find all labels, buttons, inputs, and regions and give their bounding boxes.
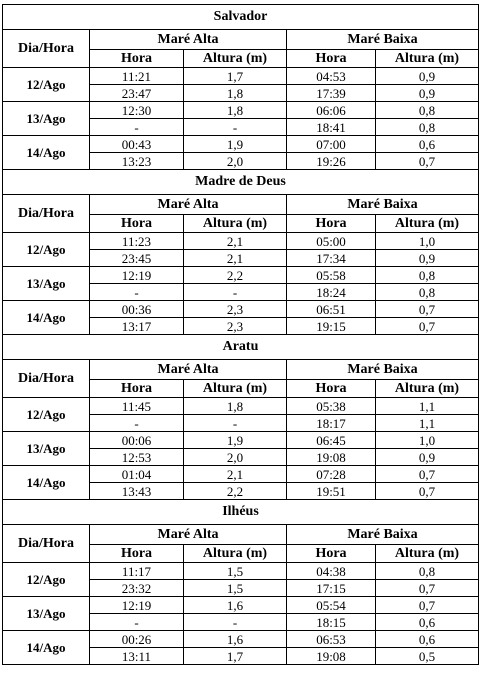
low-tide-height: 0,7 <box>376 318 479 335</box>
low-tide-time: 04:38 <box>287 563 376 580</box>
table-row <box>3 563 479 580</box>
high-tide-time: 23:45 <box>90 250 184 267</box>
low-tide-height: 1,0 <box>376 432 479 449</box>
low-tide-height: 0,7 <box>376 301 479 318</box>
low-tide-height: 0,7 <box>376 580 479 597</box>
low-tide-height: 0,7 <box>376 597 479 614</box>
low-tide-time: 05:38 <box>287 398 376 415</box>
low-tide-height: 0,7 <box>376 153 479 170</box>
group-header-row <box>3 525 479 545</box>
day-label: 14/Ago <box>3 136 90 170</box>
high-tide-height: 2,0 <box>184 449 287 466</box>
high-tide-height: 1,6 <box>184 631 287 648</box>
day-label: 14/Ago <box>3 631 90 665</box>
high-tide-time: 13:17 <box>90 318 184 335</box>
high-tide-time: 00:06 <box>90 432 184 449</box>
day-label: 13/Ago <box>3 267 90 301</box>
high-tide-time: 12:19 <box>90 597 184 614</box>
altura-header: Altura (m) <box>376 215 479 233</box>
hora-header: Hora <box>287 380 376 398</box>
low-tide-time: 18:17 <box>287 415 376 432</box>
high-tide-time: - <box>90 614 184 631</box>
low-tide-height: 0,9 <box>376 85 479 102</box>
low-tide-height: 0,6 <box>376 631 479 648</box>
high-tide-time: 11:17 <box>90 563 184 580</box>
low-tide-time: 18:41 <box>287 119 376 136</box>
table-row <box>3 102 479 119</box>
tide-table <box>2 4 479 665</box>
day-label: 14/Ago <box>3 466 90 500</box>
dia-hora-header: Dia/Hora <box>3 195 90 233</box>
low-tide-time: 04:53 <box>287 68 376 85</box>
high-tide-time: 11:45 <box>90 398 184 415</box>
day-label: 14/Ago <box>3 301 90 335</box>
hora-header: Hora <box>90 545 184 563</box>
table-row <box>3 233 479 250</box>
hora-header: Hora <box>90 380 184 398</box>
high-tide-height: 1,7 <box>184 68 287 85</box>
day-label: 12/Ago <box>3 563 90 597</box>
high-tide-time: - <box>90 119 184 136</box>
altura-header: Altura (m) <box>376 545 479 563</box>
table-row <box>3 68 479 85</box>
low-tide-height: 1,1 <box>376 398 479 415</box>
low-tide-time: 18:15 <box>287 614 376 631</box>
mare-alta-header: Maré Alta <box>90 30 287 50</box>
altura-header: Altura (m) <box>184 215 287 233</box>
table-row <box>3 301 479 318</box>
mare-baixa-header: Maré Baixa <box>287 360 479 380</box>
location-title: Salvador <box>3 5 479 30</box>
high-tide-height: 1,5 <box>184 563 287 580</box>
high-tide-height: 2,2 <box>184 483 287 500</box>
high-tide-height: 2,3 <box>184 318 287 335</box>
location-row <box>3 335 479 360</box>
high-tide-time: 00:36 <box>90 301 184 318</box>
low-tide-time: 19:08 <box>287 449 376 466</box>
high-tide-height: 2,3 <box>184 301 287 318</box>
mare-baixa-header: Maré Baixa <box>287 195 479 215</box>
high-tide-time: 11:23 <box>90 233 184 250</box>
low-tide-height: 0,6 <box>376 136 479 153</box>
table-row <box>3 432 479 449</box>
day-label: 12/Ago <box>3 398 90 432</box>
high-tide-height: - <box>184 614 287 631</box>
high-tide-height: - <box>184 415 287 432</box>
low-tide-time: 05:00 <box>287 233 376 250</box>
high-tide-height: 1,5 <box>184 580 287 597</box>
altura-header: Altura (m) <box>184 545 287 563</box>
high-tide-height: 1,8 <box>184 85 287 102</box>
high-tide-time: 13:11 <box>90 648 184 665</box>
low-tide-height: 1,1 <box>376 415 479 432</box>
low-tide-time: 05:54 <box>287 597 376 614</box>
high-tide-time: 13:23 <box>90 153 184 170</box>
location-title: Ilhéus <box>3 500 479 525</box>
low-tide-height: 0,5 <box>376 648 479 665</box>
low-tide-time: 05:58 <box>287 267 376 284</box>
high-tide-height: 2,1 <box>184 466 287 483</box>
high-tide-time: 23:32 <box>90 580 184 597</box>
low-tide-time: 07:28 <box>287 466 376 483</box>
high-tide-height: - <box>184 284 287 301</box>
high-tide-height: 2,1 <box>184 233 287 250</box>
high-tide-height: 1,8 <box>184 102 287 119</box>
high-tide-height: 2,2 <box>184 267 287 284</box>
location-title: Madre de Deus <box>3 170 479 195</box>
low-tide-time: 17:39 <box>287 85 376 102</box>
day-label: 13/Ago <box>3 102 90 136</box>
mare-alta-header: Maré Alta <box>90 360 287 380</box>
low-tide-time: 19:51 <box>287 483 376 500</box>
day-label: 12/Ago <box>3 233 90 267</box>
high-tide-height: 1,8 <box>184 398 287 415</box>
day-label: 12/Ago <box>3 68 90 102</box>
low-tide-height: 0,9 <box>376 250 479 267</box>
low-tide-height: 0,7 <box>376 466 479 483</box>
high-tide-time: 01:04 <box>90 466 184 483</box>
high-tide-time: - <box>90 284 184 301</box>
low-tide-time: 17:15 <box>287 580 376 597</box>
low-tide-time: 06:53 <box>287 631 376 648</box>
table-row <box>3 631 479 648</box>
low-tide-height: 0,8 <box>376 102 479 119</box>
tide-table-body <box>3 5 479 665</box>
high-tide-height: 1,9 <box>184 432 287 449</box>
altura-header: Altura (m) <box>376 380 479 398</box>
low-tide-time: 06:51 <box>287 301 376 318</box>
low-tide-height: 0,6 <box>376 614 479 631</box>
low-tide-time: 18:24 <box>287 284 376 301</box>
table-row <box>3 466 479 483</box>
high-tide-height: 1,9 <box>184 136 287 153</box>
group-header-row <box>3 30 479 50</box>
day-label: 13/Ago <box>3 597 90 631</box>
location-title: Aratu <box>3 335 479 360</box>
location-row <box>3 5 479 30</box>
hora-header: Hora <box>287 50 376 68</box>
low-tide-height: 0,8 <box>376 267 479 284</box>
low-tide-time: 07:00 <box>287 136 376 153</box>
high-tide-height: 2,1 <box>184 250 287 267</box>
high-tide-height: 1,6 <box>184 597 287 614</box>
day-label: 13/Ago <box>3 432 90 466</box>
low-tide-time: 06:45 <box>287 432 376 449</box>
high-tide-height: 2,0 <box>184 153 287 170</box>
high-tide-time: 11:21 <box>90 68 184 85</box>
low-tide-time: 17:34 <box>287 250 376 267</box>
low-tide-time: 19:26 <box>287 153 376 170</box>
low-tide-height: 0,9 <box>376 449 479 466</box>
high-tide-time: 12:19 <box>90 267 184 284</box>
hora-header: Hora <box>90 215 184 233</box>
high-tide-height: - <box>184 119 287 136</box>
high-tide-time: 12:30 <box>90 102 184 119</box>
hora-header: Hora <box>287 215 376 233</box>
mare-baixa-header: Maré Baixa <box>287 525 479 545</box>
altura-header: Altura (m) <box>184 380 287 398</box>
dia-hora-header: Dia/Hora <box>3 525 90 563</box>
high-tide-time: 00:26 <box>90 631 184 648</box>
high-tide-time: 13:43 <box>90 483 184 500</box>
low-tide-height: 0,7 <box>376 483 479 500</box>
dia-hora-header: Dia/Hora <box>3 360 90 398</box>
dia-hora-header: Dia/Hora <box>3 30 90 68</box>
high-tide-time: - <box>90 415 184 432</box>
low-tide-height: 0,8 <box>376 284 479 301</box>
mare-alta-header: Maré Alta <box>90 525 287 545</box>
table-row <box>3 267 479 284</box>
hora-header: Hora <box>90 50 184 68</box>
hora-header: Hora <box>287 545 376 563</box>
low-tide-time: 19:08 <box>287 648 376 665</box>
low-tide-time: 06:06 <box>287 102 376 119</box>
table-row <box>3 398 479 415</box>
location-row <box>3 500 479 525</box>
high-tide-height: 1,7 <box>184 648 287 665</box>
high-tide-time: 12:53 <box>90 449 184 466</box>
mare-alta-header: Maré Alta <box>90 195 287 215</box>
high-tide-time: 00:43 <box>90 136 184 153</box>
low-tide-height: 0,8 <box>376 119 479 136</box>
low-tide-time: 19:15 <box>287 318 376 335</box>
mare-baixa-header: Maré Baixa <box>287 30 479 50</box>
table-row <box>3 136 479 153</box>
high-tide-time: 23:47 <box>90 85 184 102</box>
location-row <box>3 170 479 195</box>
low-tide-height: 1,0 <box>376 233 479 250</box>
group-header-row <box>3 195 479 215</box>
table-row <box>3 597 479 614</box>
altura-header: Altura (m) <box>376 50 479 68</box>
altura-header: Altura (m) <box>184 50 287 68</box>
low-tide-height: 0,8 <box>376 563 479 580</box>
group-header-row <box>3 360 479 380</box>
low-tide-height: 0,9 <box>376 68 479 85</box>
